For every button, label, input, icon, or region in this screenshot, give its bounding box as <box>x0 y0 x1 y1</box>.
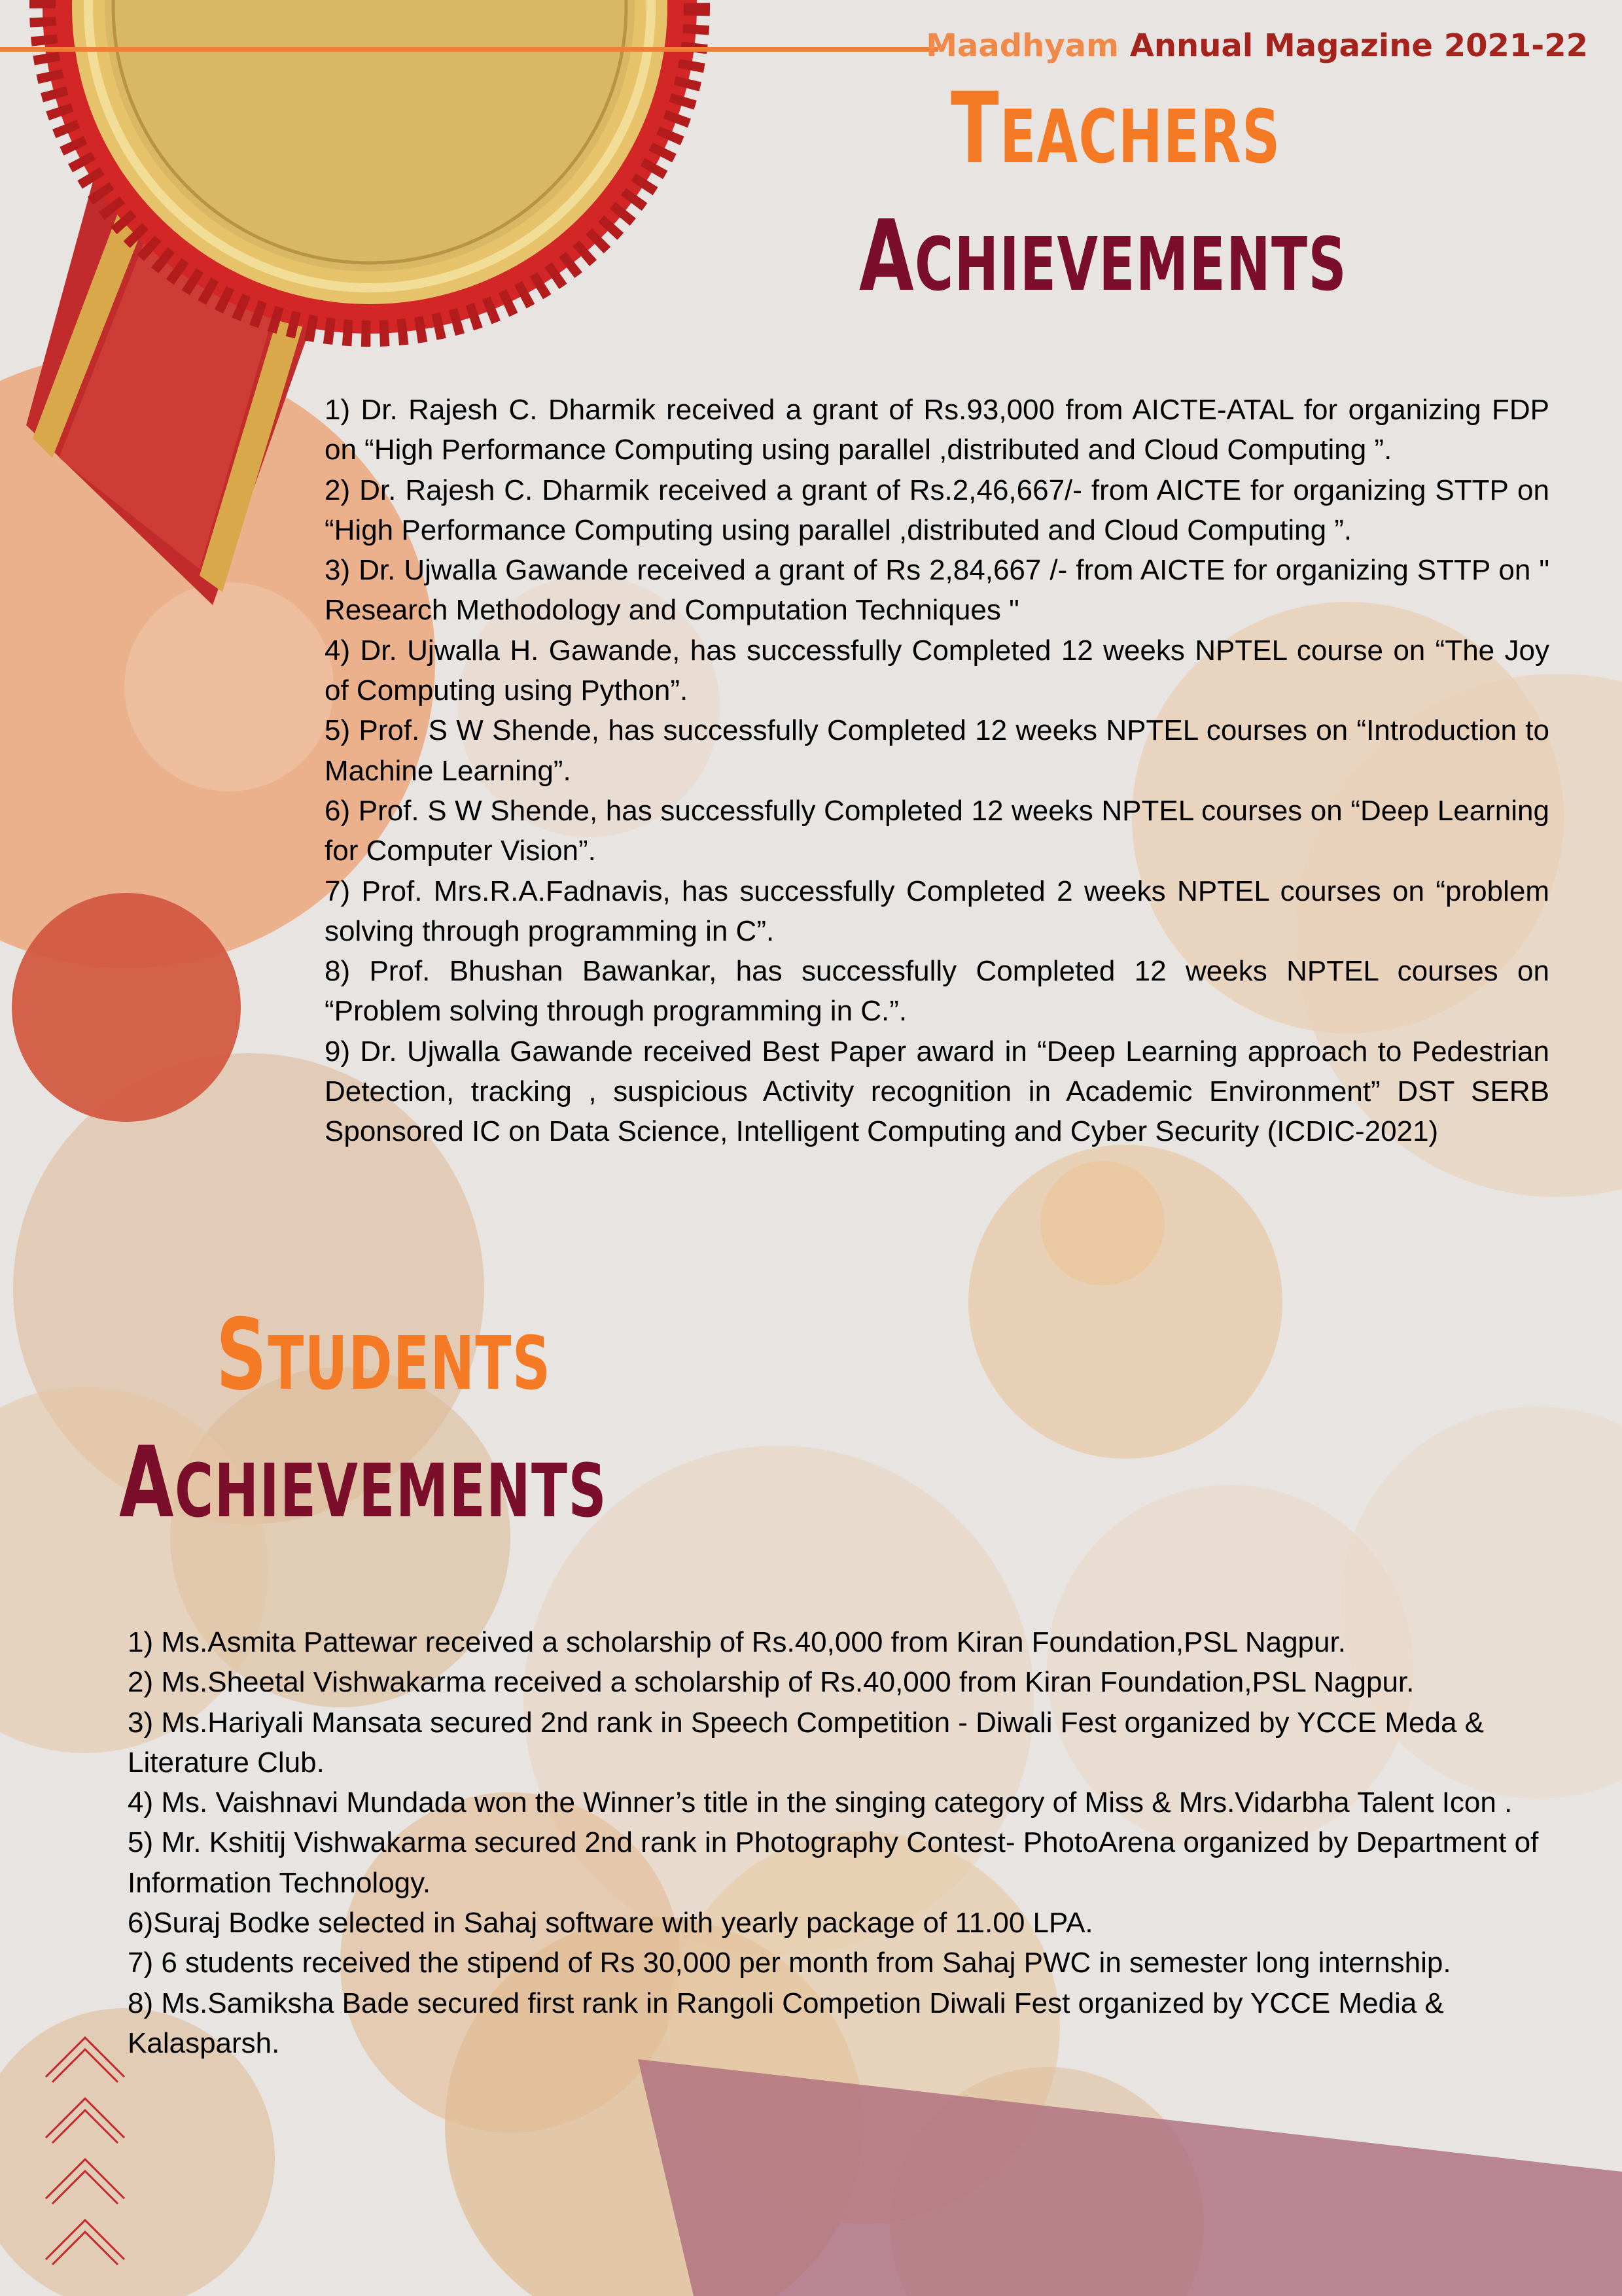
list-item: 9) Dr. Ujwalla Gawande received Best Paper award in “Deep Learning approach to Pedestrian Detection, tracking , suspicious Activity recognition in Academic Environment” DST SERB Sponsored IC on Data Science, Intelligent Computing and Cyber Security (ICDIC-2021) <box>325 1035 1549 1148</box>
list-item: 1) Ms.Asmita Pattewar received a scholarship of Rs.40,000 from Kiran Foundation,PSL Nagpur. <box>128 1626 1346 1658</box>
students-achievements-list <box>128 1622 1587 2063</box>
header-rule <box>0 47 938 52</box>
teachers-heading-rest: EACHERS <box>1000 95 1281 180</box>
list-item: 5) Prof. S W Shende, has successfully Completed 12 weeks NPTEL courses on “Introduction to Machine Learning”. <box>325 714 1549 787</box>
students-heading <box>216 1298 551 1412</box>
list-item: 6)Suraj Bodke selected in Sahaj software with yearly package of 11.00 LPA. <box>128 1907 1093 1939</box>
teachers-achievements-list <box>325 390 1549 1152</box>
students-achievements-heading <box>119 1426 607 1540</box>
list-item: 7) Prof. Mrs.R.A.Fadnavis, has successfully Completed 2 weeks NPTEL courses on “problem solving through programming in C”. <box>325 875 1549 947</box>
header-rest: Annual Magazine 2021-22 <box>1129 27 1588 64</box>
teachers-achievements-rest: CHIEVEMENTS <box>915 222 1348 307</box>
list-item: 2) Dr. Rajesh C. Dharmik received a grant of Rs.2,46,667/- from AICTE for organizing STTP on “High Performance Computing using parallel ,distributed and Cloud Computing ”. <box>325 474 1549 546</box>
red-circle <box>12 893 241 1122</box>
list-item: 3) Ms.Hariyali Mansata secured 2nd rank in Speech Competition - Diwali Fest organized by YCCE Meda & Literature Club. <box>128 1706 1485 1779</box>
students-achievements-rest: CHIEVEMENTS <box>175 1449 608 1534</box>
list-item: 3) Dr. Ujwalla Gawande received a grant of Rs 2,84,667 /- from AICTE for organizing STTP on " Research Methodology and Computation Techniques " <box>325 554 1549 627</box>
teachers-heading <box>951 72 1281 186</box>
list-item: 7) 6 students received the stipend of Rs 30,000 per month from Sahaj PWC in semester long internship. <box>128 1947 1451 1979</box>
teachers-achievements-heading <box>859 200 1347 313</box>
list-item: 1) Dr. Rajesh C. Dharmik received a grant of Rs.93,000 from AICTE-ATAL for organizing FDP on “High Performance Computing using parallel ,distributed and Cloud Computing ”. <box>325 394 1549 466</box>
header-title <box>926 27 1588 64</box>
list-item: 4) Ms. Vaishnavi Mundada won the Winner’s title in the singing category of Miss & Mrs.Vidarbha Talent Icon . <box>128 1786 1513 1819</box>
teachers-heading-initial: T <box>951 72 1000 186</box>
list-item: 8) Prof. Bhushan Bawankar, has successfully Completed 12 weeks NPTEL courses on “Problem solving through programming in C.”. <box>325 955 1549 1028</box>
header-brand: Maadhyam <box>926 27 1120 64</box>
teachers-achievements-initial: A <box>859 200 915 313</box>
students-heading-rest: TUDENTS <box>268 1321 552 1406</box>
students-achievements-initial: A <box>119 1426 175 1540</box>
list-item: 2) Ms.Sheetal Vishwakarma received a scholarship of Rs.40,000 from Kiran Foundation,PSL Nagpur. <box>128 1666 1415 1699</box>
list-item: 5) Mr. Kshitij Vishwakarma secured 2nd rank in Photography Contest- PhotoArena organized by Department of Information Technology. <box>128 1826 1539 1899</box>
students-heading-initial: S <box>216 1298 268 1412</box>
list-item: 4) Dr. Ujwalla H. Gawande, has successfully Completed 12 weeks NPTEL course on “The Joy of Computing using Python”. <box>325 634 1549 707</box>
list-item: 6) Prof. S W Shende, has successfully Completed 12 weeks NPTEL courses on “Deep Learning for Computer Vision”. <box>325 794 1549 867</box>
list-item: 8) Ms.Samiksha Bade secured first rank in Rangoli Competion Diwali Fest organized by YCCE Media & Kalasparsh. <box>128 1987 1444 2059</box>
